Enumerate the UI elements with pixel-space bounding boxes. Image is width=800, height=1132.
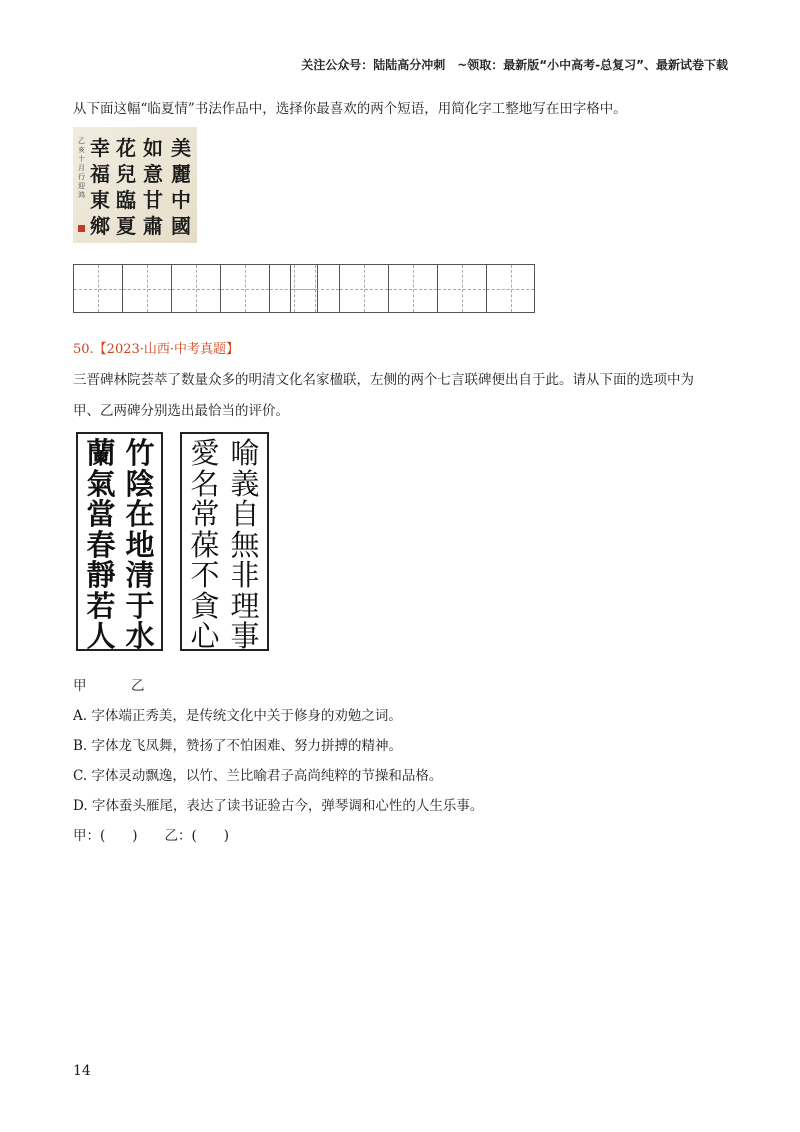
grid-cell[interactable] [73, 264, 122, 313]
page-header: 关注公众号：陆陆高分冲刺 ~领取：最新版“小中高考-总复习”、最新试卷下载 [301, 58, 728, 72]
option-c: C. 字体灵动飘逸，以竹、兰比喻君子高尚纯粹的节操和品格。 [73, 768, 443, 784]
couplet-yi-left: 愛 名 常 葆 不 貪 心 [190, 436, 220, 653]
label-jia: 甲 [73, 678, 87, 694]
couplet-jia [76, 432, 163, 651]
artwork-column-1: 美 麗 中 國 [171, 136, 191, 238]
writing-grid-2[interactable] [290, 264, 535, 313]
grid-cell[interactable] [486, 264, 535, 313]
grid-cell[interactable] [437, 264, 486, 313]
grid-cell[interactable] [339, 264, 388, 313]
artwork-column-3: 花 兒 臨 夏 [116, 136, 136, 238]
answer-line[interactable]: 甲：( ) 乙：( ) [73, 828, 230, 844]
couplet-jia-left: 蘭 氣 當 春 靜 若 人 [86, 436, 116, 653]
label-yi: 乙 [131, 678, 145, 694]
option-a: A. 字体端正秀美，是传统文化中关于修身的劝勉之词。 [73, 708, 402, 724]
grid-cell[interactable] [122, 264, 171, 313]
q50-label: 50.【2023·山西·中考真题】 [73, 342, 240, 357]
couplet-yi-right: 喻 義 自 無 非 理 事 [230, 436, 260, 653]
option-b: B. 字体龙飞凤舞，赞扬了不怕困难、努力拼搏的精神。 [73, 738, 403, 754]
writing-grid-1[interactable] [73, 264, 318, 313]
grid-cell[interactable] [171, 264, 220, 313]
artwork-column-2: 如 意 甘 肅 [143, 136, 163, 238]
grid-cell[interactable] [388, 264, 437, 313]
couplet-yi [180, 432, 269, 651]
option-d: D. 字体蚕头雁尾，表达了读书证验古今，弹琴调和心性的人生乐事。 [73, 798, 484, 814]
page-number: 14 [73, 1063, 91, 1079]
grid-cell[interactable] [220, 264, 269, 313]
q49-instruction: 从下面这幅“临夏情”书法作品中，选择你最喜欢的两个短语，用简化字工整地写在田字格中。 [73, 101, 627, 117]
grid-cell[interactable] [290, 264, 339, 313]
seal-stamp [78, 225, 85, 232]
artwork-inscription: 乙亥十月行 迎鸿 [78, 137, 85, 199]
q50-intro-line2: 甲、乙两碑分别选出最恰当的评价。 [73, 403, 289, 419]
artwork-column-4: 幸 福 東 鄉 [90, 136, 110, 238]
calligraphy-artwork-linxia [73, 127, 197, 243]
couplet-jia-right: 竹 陰 在 地 清 于 水 [125, 436, 155, 653]
q50-intro-line1: 三晋碑林院荟萃了数量众多的明清文化名家楹联，左侧的两个七言联碑便出自于此。请从下面的选项中为 [73, 372, 694, 388]
